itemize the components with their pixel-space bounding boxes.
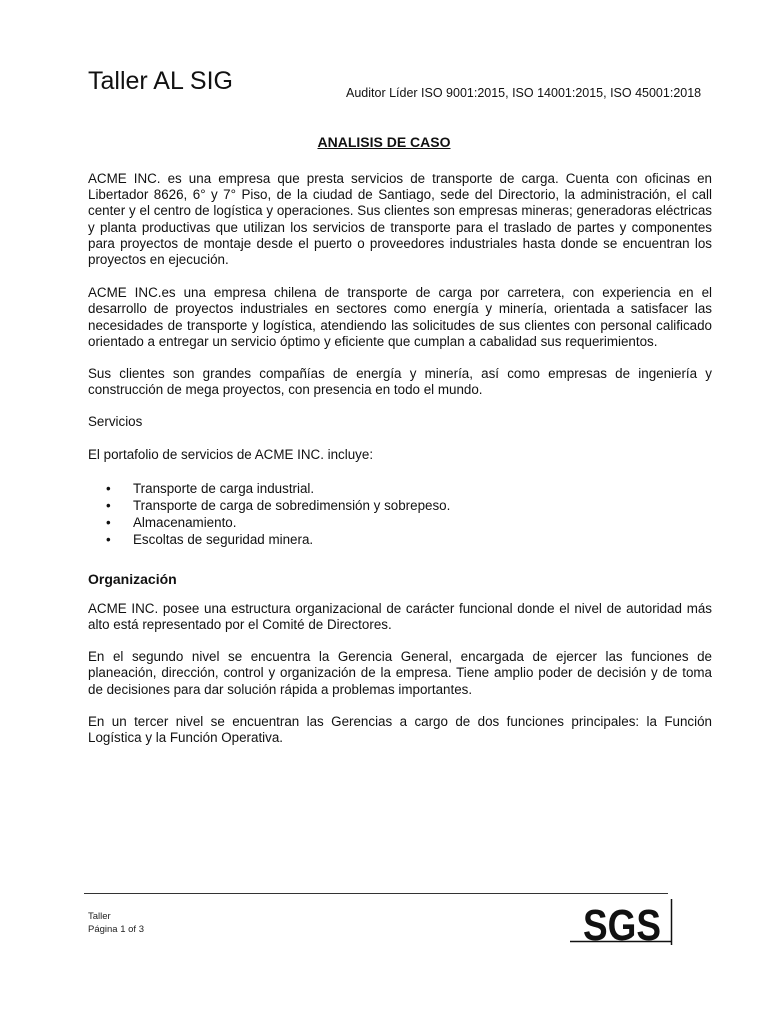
list-item-text: Almacenamiento. [133,514,237,530]
services-label: Servicios [88,414,143,430]
footer-document-name: Taller [88,911,111,922]
services-list [88,480,712,548]
case-heading: ANALISIS DE CASO [317,134,451,150]
bullet-icon: • [106,531,111,547]
footer-info [88,911,144,936]
body-paragraph: ACME INC.es una empresa chilena de transporte de carga por carretera, con experiencia en el desarrollo de proyectos industriales en sectores como energía y minería, orientada a satisfacer las necesidades de transporte y logística, atendiendo las solicitudes de sus clientes con personal calificado orientado a entregar un servicio óptimo y eficiente que cumplan a cabalidad sus requerimientos. [88,285,712,349]
list-item [106,480,712,497]
bullet-icon: • [106,497,111,513]
body-paragraph: En un tercer nivel se encuentran las Gerencias a cargo de dos funciones principales: la Función Logística y la Función Operativa. [88,713,712,746]
bullet-icon: • [106,480,111,496]
list-item-text: Transporte de carga industrial. [133,480,315,496]
body-paragraph: Sus clientes son grandes compañías de energía y minería, así como empresas de ingeniería y construcción de mega proyectos, con presencia en todo el mundo. [88,366,712,398]
document-title: Taller AL SIG [88,67,233,95]
list-item-text: Escoltas de seguridad minera. [133,531,314,547]
list-item [106,497,712,514]
document-body [88,171,712,746]
list-item-text: Transporte de carga de sobredimensión y sobrepeso. [133,497,451,513]
organization-heading: Organización [88,570,177,587]
body-paragraph: En el segundo nivel se encuentra la Gerencia General, encargada de ejercer las funciones de planeación, dirección, control y organización de la empresa. Tiene amplio poder de decisión y de toma de decisiones para dar solución rápida a problemas importantes. [88,649,712,697]
logo-wordmark: SGS [583,901,661,945]
body-paragraph: ACME INC. posee una estructura organizacional de carácter funcional donde el nivel de autoridad más alto está representado por el Comité de Directores. [88,600,712,633]
bullet-icon: • [106,514,111,530]
body-paragraph: ACME INC. es una empresa que presta servicios de transporte de carga. Cuenta con oficinas en Libertador 8626, 6° y 7° Piso, de la ciudad de Santiago, sede del Directorio, la administración, el call center y el centro de logística y operaciones. Sus clientes son empresas mineras; generadoras eléctricas y planta productivas que utilizan los servicios de transporte para el traslado de partes y componentes para proyectos de montaje desde el puerto o proveedores industriales hasta donde se encuentran los proyectos en ejecución. [88,171,712,268]
list-item [106,514,712,531]
list-item [106,531,712,548]
services-intro: El portafolio de servicios de ACME INC. incluye: [88,446,374,462]
footer-page-number: Página 1 of 3 [88,923,144,935]
footer-divider [84,893,668,894]
sgs-logo [570,897,674,945]
document-subtitle: Auditor Líder ISO 9001:2015, ISO 14001:2015, ISO 45001:2018 [346,86,702,100]
